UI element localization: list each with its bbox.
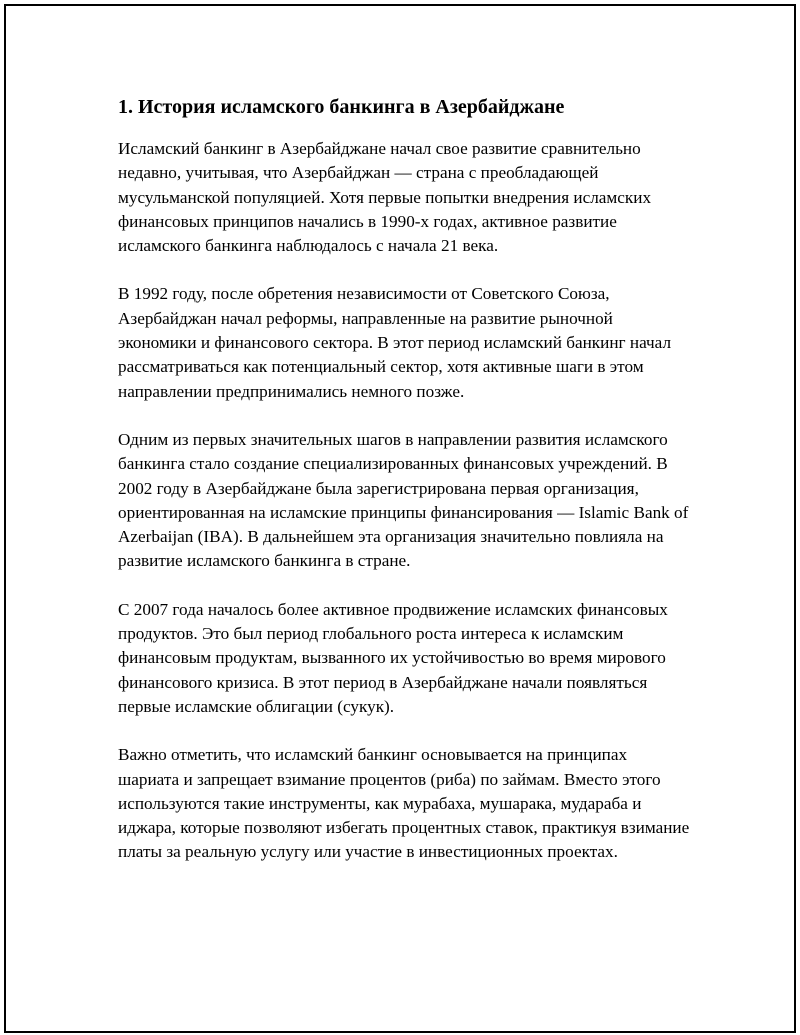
paragraph-sharia: Важно отметить, что исламский банкинг основывается на принципах шариата и запрещает взимание процентов (риба) по займам. Вместо этого используются такие инструменты, как мурабаха, мушарака, мудараба и иджара, которые позволяют избегать процентных ставок, практикуя взимание платы за реальную услугу или участие в инвестиционных проектах. [118,745,690,862]
paragraph-2002: Одним из первых значительных шагов в направлении развития исламского банкинга стало создание специализированных финансовых учреждений. В 2002 году в Азербайджане была зарегистрирована первая организация, ориентированная на исламские принципы финансирования — Islamic Bank of Azerbaijan (IBA). В дальнейшем эта организация значительно повлияла на развитие исламского банкинга в стране. [118,429,689,571]
section-heading: 1. История исламского банкинга в Азербайджане [118,96,565,118]
document-body [118,95,690,889]
paragraph-1992: В 1992 году, после обретения независимости от Советского Союза, Азербайджан начал реформы, направленные на развитие рыночной экономики и финансового сектора. В этот период исламский банкинг начал рассматриваться как потенциальный сектор, хотя активные шаги в этом направлении предпринимались немного позже. [118,284,672,401]
paragraph-intro: Исламский банкинг в Азербайджане начал свое развитие сравнительно недавно, учитывая, что Азербайджан — страна с преобладающей мусульманской популяцией. Хотя первые попытки внедрения исламских финансовых принципов начались в 1990-х годах, активное развитие исламского банкинга наблюдалось с начала 21 века. [118,139,652,256]
paragraph-2007: С 2007 года началось более активное продвижение исламских финансовых продуктов. Это был период глобального роста интереса к исламским финансовым продуктам, вызванного их устойчивостью во время мирового финансового кризиса. В этот период в Азербайджане начали появляться первые исламские облигации (сукук). [118,599,668,716]
